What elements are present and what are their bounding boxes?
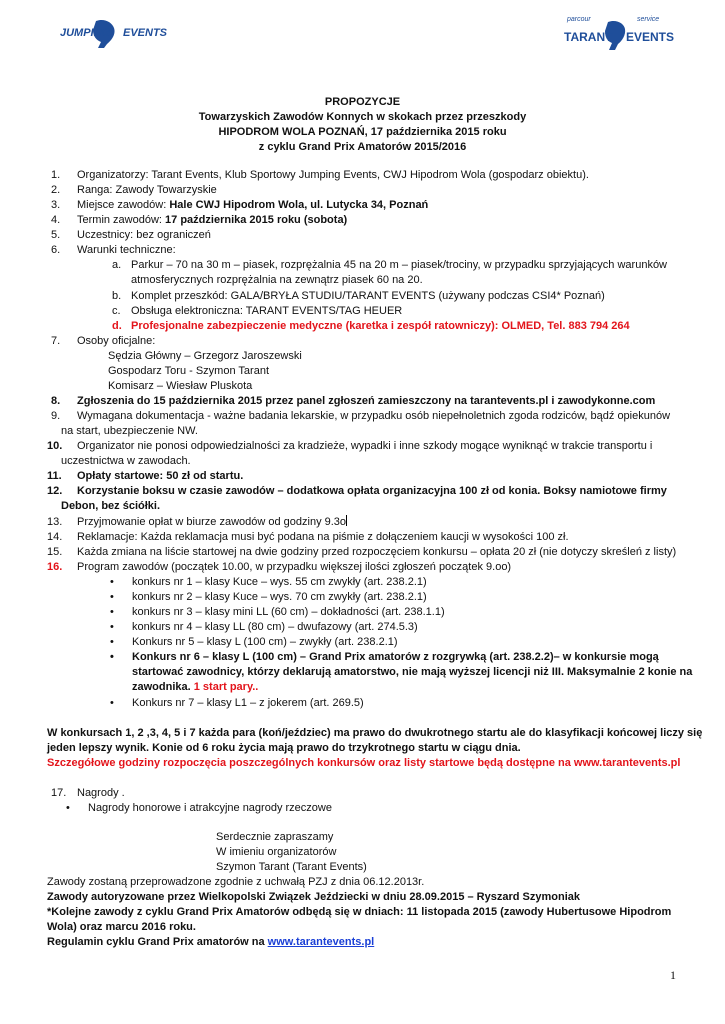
page-number: 1: [670, 968, 676, 982]
rules-paragraph-cont: jeden lepszy wynik. Konie od 6 roku życia mają prawo do trzykrotnego startu w ciągu dnia.: [47, 742, 521, 754]
item-number: 4.: [51, 214, 61, 226]
sub-letter: d.: [112, 320, 122, 332]
item-number: 10.: [47, 440, 63, 452]
rules-paragraph: W konkursach 1, 2 ,3, 4, 5 i 7 każda para (koń/jeździec) ma prawo do dwukrotnego startu ale do klasyfikacji końcowej liczy się: [47, 727, 703, 739]
item-number: 11.: [47, 470, 62, 482]
logo-right-word2: EVENTS: [626, 30, 675, 44]
item-stables-cont: Debon, bez ściółki.: [61, 500, 161, 512]
item-number: 15.: [47, 546, 63, 558]
prizes-detail: • Nagrody honorowe i atrakcyjne nagrody rzeczowe: [88, 801, 332, 815]
footer-regulations: Regulamin cyklu Grand Prix amatorów na www.tarantevents.pl: [47, 936, 375, 948]
item-organizers: Organizatorzy: Tarant Events, Klub Sportowy Jumping Events, CWJ Hipodrom Wola (gospodarz obiektu).: [77, 169, 589, 181]
competition-5: • Konkurs nr 5 – klasy L (100 cm) – zwykły (art. 238.2.1): [132, 635, 398, 649]
item-program: Program zawodów (początek 10.00, w przypadku większej ilości zgłoszeń początek 9.oo): [77, 561, 512, 573]
item-changes: Każda zmiana na liście startowej na dwie godziny przed rozpoczęciem konkursu – opłata 20 zł (nie dotyczy skreśleń z listy): [77, 546, 677, 558]
item-venue: Miejsce zawodów: Hale CWJ Hipodrom Wola, ul. Lutycka 34, Poznań: [77, 199, 429, 211]
tarant-events-logo: [562, 16, 675, 52]
official-course-designer: Gospodarz Toru - Szymon Tarant: [108, 365, 270, 377]
item-number: 3.: [51, 199, 61, 211]
item-liability-cont: uczestnictwa w zawodach.: [61, 455, 191, 467]
item-number: 7.: [51, 335, 61, 347]
item-number: 17.: [51, 787, 67, 799]
item-payments: Przyjmowanie opłat w biurze zawodów od godziny 9.3o: [77, 516, 347, 528]
item-number: 5.: [51, 229, 61, 241]
technical-obstacles: Komplet przeszkód: GALA/BRYŁA STUDIU/TARANT EVENTS (używany podczas CSI4* Poznań): [131, 290, 605, 302]
item-prizes: Nagrody .: [77, 787, 125, 799]
closing-invite: Serdecznie zapraszamy: [216, 831, 334, 843]
sub-letter: a.: [112, 259, 122, 271]
item-documents: Wymagana dokumentacja - ważne badania lekarskie, w przypadku osób niepełnoletnich zgoda rodziców, bądź opiekunów: [77, 410, 671, 422]
logo-right-top-left: parcour: [567, 16, 591, 23]
logo-right-word1: TARANT: [564, 30, 613, 44]
text-cursor: [346, 515, 347, 526]
item-fees: Opłaty startowe: 50 zł od startu.: [77, 470, 244, 482]
technical-arena: Parkur – 70 na 30 m – piasek, rozprężalnia 45 na 20 m – piasek/trociny, w przypadku sprzyjających warunków: [131, 259, 668, 271]
competition-4: • konkurs nr 4 – klasy LL (80 cm) – dwufazowy (art. 274.5.3): [132, 620, 418, 634]
schedule-notice: Szczegółowe godziny rozpoczęcia poszczególnych konkursów oraz listy startowe będą dostępne na www.tarantevents.pl: [47, 757, 681, 769]
footer-pzj: Zawody zostaną przeprowadzone zgodnie z uchwałą PZJ z dnia 06.12.2013r.: [47, 876, 425, 888]
footer-authorization: Zawody autoryzowane przez Wielkopolski Związek Jeździecki w dniu 28.09.2015 – Ryszard Szymoniak: [47, 891, 580, 903]
item-number: 6.: [51, 244, 61, 256]
item-liability: Organizator nie ponosi odpowiedzialności za kradzieże, wypadki i inne szkody mogące wyniknąć w trakcie transportu i: [77, 440, 653, 452]
technical-medical: Profesjonalne zabezpieczenie medyczne (karetka i zespół ratowniczy): OLMED, Tel. 883 794 264: [131, 320, 630, 332]
item-number: 14.: [47, 531, 63, 543]
competition-6-cont2: zawodnika. 1 start pary..: [132, 681, 259, 693]
item-rank: Ranga: Zawody Towarzyskie: [77, 184, 217, 196]
competition-1: • konkurs nr 1 – klasy Kuce – wys. 55 cm zwykły (art. 238.2.1): [132, 575, 427, 589]
competition-2: • konkurs nr 2 – klasy Kuce – wys. 70 cm zwykły (art. 238.2.1): [132, 590, 427, 604]
item-number: 2.: [51, 184, 61, 196]
item-participants: Uczestnicy: bez ograniczeń: [77, 229, 211, 241]
official-steward: Komisarz – Wiesław Pluskota: [108, 380, 253, 392]
jumping-events-logo: [60, 18, 175, 50]
competition-7: • Konkurs nr 7 – klasy L1 – z jokerem (art. 269.5): [132, 696, 364, 710]
item-number: 8.: [51, 395, 61, 407]
competition-6-cont: startować zawodnicy, którzy deklarują amatorstwo, nie mają wyższej licencji niż III. Maksymalnie 2 konie na: [132, 666, 693, 678]
sub-letter: b.: [112, 290, 122, 302]
item-complaints: Reklamacje: Każda reklamacja musi być podana na piśmie z dołączeniem kaucji w wysokości 100 zł.: [77, 531, 569, 543]
item-date: Termin zawodów: 17 października 2015 roku (sobota): [77, 214, 348, 226]
doc-subtitle-2: HIPODROM WOLA POZNAŃ, 17 października 2015 roku: [218, 126, 507, 138]
logo-right-top-right: service: [637, 16, 660, 23]
closing-signature: Szymon Tarant (Tarant Events): [216, 861, 367, 873]
item-number: 13.: [47, 516, 63, 528]
item-number: 9.: [51, 410, 61, 422]
doc-title: PROPOZYCJE: [324, 96, 401, 108]
competition-6: • Konkurs nr 6 – klasy L (100 cm) – Grand Prix amatorów z rozgrywką (art. 238.2.2)– w konkursie mogą: [132, 650, 659, 664]
item-entries: Zgłoszenia do 15 października 2015 przez panel zgłoszeń zamieszczony na tarantevents.pl i zawodykonne.com: [77, 395, 656, 407]
item-number: 12.: [47, 485, 63, 497]
doc-subtitle-3: z cyklu Grand Prix Amatorów 2015/2016: [258, 141, 467, 153]
item-number: 1.: [51, 169, 61, 181]
closing-behalf: W imieniu organizatorów: [216, 846, 337, 858]
item-documents-cont: na start, ubezpieczenie NW.: [61, 425, 198, 437]
logo-left-word2: EVENTS: [123, 27, 168, 39]
item-officials: Osoby oficjalne:: [77, 335, 156, 347]
item-stables: Korzystanie boksu w czasie zawodów – dodatkowa opłata organizacyjna 100 zł od konia. Boksy namiotowe firmy: [77, 485, 667, 497]
regulations-link[interactable]: www.tarantevents.pl: [267, 936, 375, 948]
official-judge: Sędzia Główny – Grzegorz Jaroszewski: [108, 350, 302, 362]
sub-letter: c.: [112, 305, 121, 317]
technical-timing: Obsługa elektroniczna: TARANT EVENTS/TAG HEUER: [131, 305, 403, 317]
item-technical: Warunki techniczne:: [77, 244, 176, 256]
logo-left-word1: JUMPING: [60, 27, 111, 39]
doc-subtitle-1: Towarzyskich Zawodów Konnych w skokach przez przeszkody: [198, 111, 527, 123]
footer-next-events: *Kolejne zawody z cyklu Grand Prix Amatorów odbędą się w dniach: 11 listopada 2015 (zawody Hubertusowe Hipodrom: [47, 906, 672, 918]
footer-next-events-cont: Wola) oraz marcu 2016 roku.: [47, 921, 196, 933]
competition-3: • konkurs nr 3 – klasy mini LL (60 cm) – dokładności (art. 238.1.1): [132, 605, 445, 619]
item-number: 16.: [47, 561, 63, 573]
technical-arena-cont: atmosferycznych rozprężalnia na zewnątrz piasek 60 na 20.: [131, 274, 423, 286]
